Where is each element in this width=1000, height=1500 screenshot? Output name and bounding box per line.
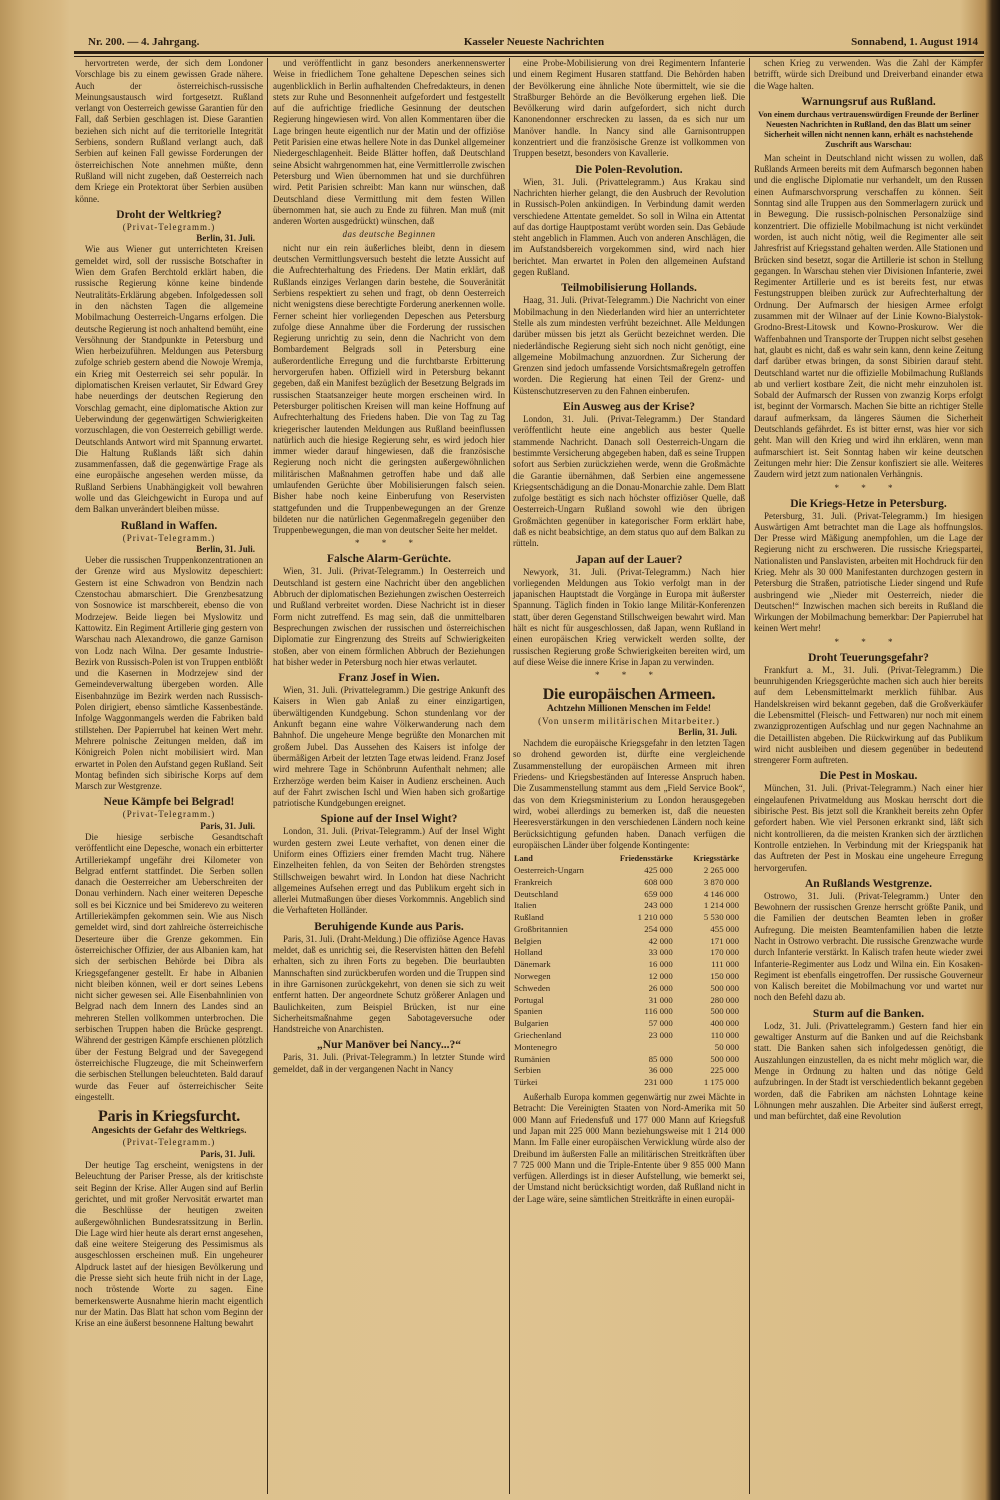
article-headline: Neue Kämpfe bei Belgrad!	[103, 796, 235, 809]
table-row	[513, 877, 745, 889]
paragraph: Außerhalb Europa kommen gegenwärtig nur zwei Mächte in Betracht: Die Vereinigten Staaten von Nord-Amerika mit 50 000 Mann auf Friedensfuß und 177 000 Mann auf Kriegsfuß und Japan mit 225 000 Mann beziehungsweise mit 1 214 000 Mann. Im Falle einer europäischen Verwicklung würde also der Dreibund im äußersten Falle an militärischen Streitkräften über 7 725 000 Mann und die Triple-Entente über 9 855 000 Mann verfügen. Allerdings ist in dieser Aufstellung, wie bemerkt sei, der Umstand nicht berücksichtigt worden, daß Rußland nicht in der Lage wäre, seine sämtlichen Streitkräfte in einen europäi-	[513, 1092, 745, 1204]
section-separator: * * *	[834, 636, 903, 647]
newspaper-title: Kasseler Neueste Nachrichten	[463, 36, 605, 48]
header-rule	[74, 51, 984, 54]
country: Griechenland	[514, 1030, 562, 1041]
article-headline: An Rußlands Westgrenze.	[804, 877, 933, 890]
peace-strength: 425 000	[644, 864, 673, 875]
peace-strength: 42 000	[648, 935, 673, 946]
peace-strength: 1 210 000	[637, 912, 673, 923]
article-headline: Japan auf der Lauer?	[575, 553, 683, 566]
table-row	[513, 1042, 745, 1054]
table-header-row	[513, 853, 745, 865]
section-separator: * * *	[355, 538, 423, 549]
paragraph: Wien, 31. Juli. (Privat-Telegramm.) In Oesterreich und Deutschland ist gestern eine Nachricht über den angeblichen Abbruch der diplomatischen Beziehungen zwischen Oesterreich und Rußland verbreitet worden. Diese Nachricht ist in dieser Form nicht zutreffend. Es mag sein, daß die unmittelbaren Besprechungen zwischen der russischen und österreichischen Diplomatie zur Eingrenzung des Streits auf Schwierigkeiten stoßen, aber von einem förmlichen Abbruch der Beziehungen hat bisher weder in Petersburg noch hier etwas verlautet.	[273, 566, 505, 667]
paragraph: Der heutige Tag erscheint, wenigstens in der Beleuchtung der Pariser Presse, als der kritischste seit Beginn der Krise. Aller Augen sind auf Berlin gerichtet, und mit großer Nervosität erwartet man die Beschlüsse der heutigen zweiten außergewöhnlichen Bundesratssitzung in Berlin. Die Lage wird hier heute als derart ernst angesehen, daß eine weitere Steigerung des Pessimismus als ausgeschlossen erscheinen muß. Ein ungeheurer Alpdruck lastet auf der hiesigen Bevölkerung und die Presse sieht sich heute früh nicht in der Lage, noch tröstende Worte zu sagen. Eine bemerkenswerte Ausnahme hierin macht eigentlich nur der Matin. Das Blatt hat schon vom Beginn der Krise an eine äußerst besonnene Haltung bewahrt	[75, 1160, 263, 1329]
country: Montenegro	[514, 1041, 557, 1052]
war-strength: 5 530 000	[703, 912, 739, 923]
article-headline: „Nur Manöver bei Nancy...?“	[317, 1039, 461, 1052]
telegram-source: (Privat-Telegramm.)	[122, 532, 216, 543]
peace-strength: 12 000	[648, 971, 673, 982]
country: Norwegen	[514, 971, 551, 982]
column-header: Land	[514, 854, 533, 864]
subheadline: Angesichts der Gefahr des Weltkriegs.	[91, 1126, 247, 1137]
article-headline: Spione auf der Insel Wight?	[320, 813, 458, 826]
country: Italien	[514, 900, 537, 911]
war-strength: 500 000	[710, 1053, 739, 1064]
article-headline: Ein Ausweg aus der Krise?	[562, 401, 696, 414]
war-strength: 4 146 000	[703, 888, 739, 899]
peace-strength: 85 000	[648, 1053, 673, 1064]
dateline: Berlin, 31. Juli.	[678, 726, 737, 737]
telegram-source: (Privat-Telegramm.)	[122, 1137, 216, 1148]
paragraph: Die hiesige serbische Gesandtschaft veröffentlicht eine Depesche, wonach ein erbitterter Artilleriekampf ungefähr drei Kilometer von Belgrad entfernt stattfindet. Die Serben sollen danach die Oesterreicher am Ueberschreiten der Donau verhindern. Nach einer weiteren Depesche soll es bei Kicznice und bei Smiderevo zu weiteren Artilleriekämpfen gekommen sein. Wie aus Nisch gemeldet wird, sind dort zahlreiche österreichische Deserteure über die Grenze gekommen. Ein österreichischer Offizier, der aus Albanien kam, hat sich der serbischen Behörde bei Dibra als Kriegsgefangener gestellt. Er habe in Albanien nicht bleiben können, weil er dort seines Lebens nicht sicher gewesen sei. Alle Eisenbahnlinien von Belgrad nach dem Innern des Landes sind an mehreren Stellen vollkommen unterbrochen. Die serbischen Truppen haben die Brücke gesprengt. Während der gestrigen Kämpfe erschienen plötzlich über der Festung Belgrad und der Savegegend österreichische Flugzeuge, die mit Scheinwerfern die serbischen Stellungen beleuchteten. Bald darauf wurde das Feuer auf österreichischer Seite eingestellt.	[75, 832, 263, 1102]
paragraph: eine Probe-Mobilisierung von drei Regimentern Infanterie und einem Regiment Husaren stattfand. Die Behörden haben der Bevölkerung eine ähnliche Note übermittelt, wie sie die Straßburger Behörde an die Bevölkerung ergehen ließ. Die Bevölkerung wird darin aufgefordert, sich nicht durch Kanonendonner erschrecken zu lassen, da es sich nur um Manöver handle. In Nancy sind alle Garnisontruppen konzentriert und die französische Grenze ist vollkommen von Truppen besetzt, besonders von Kavallerie.	[513, 58, 745, 159]
section-separator: * * *	[595, 670, 663, 681]
paragraph: Newyork, 31. Juli. (Privat-Telegramm.) Nach hier vorliegenden Meldungen aus Tokio verfolgt man in der japanischen Hauptstadt die Vorgänge in Europa mit äußerster Spannung. Täglich finden in Tokio lange Militär-Konferenzen statt, über deren Gegenstand Stillschweigen bewahrt wird. Man hält es nicht für ausgeschlossen, daß Japan, wenn Rußland in einen europäischen Krieg verwickelt werden sollte, der russischen Regierung große Schwierigkeiten bereiten wird, um auf diese Weise die innere Krise in Japan zu verwinden.	[513, 566, 745, 667]
table-row	[513, 865, 745, 877]
issue-number: Nr. 200. — 4. Jahrgang.	[88, 36, 200, 48]
column-header: Kriegsstärke	[693, 854, 739, 864]
peace-strength: 231 000	[644, 1077, 673, 1088]
telegram-source: (Von unserm militärischen Mitarbeiter.)	[538, 715, 720, 726]
country: Deutschland	[514, 888, 558, 899]
article-headline: Droht Teuerungsgefahr?	[808, 651, 929, 664]
war-strength: 500 000	[710, 1006, 739, 1017]
country: Schweden	[514, 982, 551, 993]
army-strength-table	[513, 853, 745, 1089]
table-row	[513, 912, 745, 924]
article-headline: Falsche Alarm-Gerüchte.	[327, 553, 451, 566]
major-headline: Paris in Kriegsfurcht.	[98, 1108, 240, 1126]
paragraph: Ostrowo, 31. Juli. (Privat-Telegramm.) Unter den Bewohnern der russischen Grenze herrscht größte Panik, und die Familien der deutschen Beamten leben in großer Aufregung. Die meisten Beamtenfamilien haben die letzte Nacht in Ostrowo verbracht. Die russische Grenzwache wurde durch Infanterie verstärkt. In Kalisch trafen heute wieder zwei Infanterie-Regimenter aus Lodz und Wilna ein. Ein Kosaken-Regiment ist ebenfalls eingetroffen. Der russische Gouverneur von Kalisch bereitet die Mobilmachung vor und wartet nur noch den Befehl dazu ab.	[754, 890, 983, 1003]
country: Oesterreich-Ungarn	[514, 864, 584, 875]
article-headline: Rußland in Waffen.	[120, 519, 218, 532]
article-headline: Beruhigende Kunde aus Paris.	[314, 920, 464, 933]
major-headline: Die europäischen Armeen.	[542, 686, 716, 704]
peace-strength	[603, 1042, 678, 1054]
country: Bulgarien	[514, 1018, 549, 1029]
war-strength: 111 000	[711, 959, 739, 970]
peace-strength: 243 000	[644, 900, 673, 911]
dateline: Paris, 31. Juli.	[200, 1148, 255, 1159]
table-row	[513, 995, 745, 1007]
war-strength: 110 000	[710, 1030, 739, 1041]
country: Dänemark	[514, 959, 551, 970]
peace-strength: 254 000	[644, 923, 673, 934]
paragraph: Wien, 31. Juli. (Privattelegramm.) Aus Krakau sind Nachrichten hierher gelangt, die den Ausbruch der Revolution in Russisch-Polen ankündigen. In Verbindung damit werden verschiedene Attentate gemeldet. So soll in Wilna ein Attentat auf das dortige Hauptpostamt verübt worden sein. Das Gebäude steht angeblich in Flammen. Auch von anderen Anschlägen, die im Aufstandsbereich vorgekommen sind, wird nach hier berichtet. Man erwartet in Polen den allgemeinen Aufstand gegen Rußland.	[513, 176, 745, 278]
article-headline: Teilmobilisierung Hollands.	[561, 282, 697, 295]
war-strength: 225 000	[710, 1065, 739, 1076]
peace-strength: 116 000	[644, 1006, 673, 1017]
table-row	[513, 1030, 745, 1042]
article-headline: Sturm auf die Banken.	[812, 1007, 925, 1020]
section-separator: * * *	[834, 482, 903, 493]
column-header: Friedensstärke	[619, 854, 673, 864]
dateline: Berlin, 31. Juli.	[196, 233, 255, 244]
country: Rumänien	[514, 1053, 551, 1064]
table-row	[513, 889, 745, 901]
war-strength: 170 000	[710, 947, 739, 958]
table-row	[513, 1065, 745, 1077]
column-divider	[267, 58, 268, 1494]
paragraph: Paris, 31. Juli. (Privat-Telegramm.) In letzter Stunde wird gemeldet, daß in der vergangenen Nacht in Nancy	[273, 1052, 505, 1074]
column-divider	[509, 58, 510, 1494]
article-headline: Warnungsruf aus Rußland.	[801, 95, 936, 108]
peace-strength: 23 000	[648, 1030, 673, 1041]
war-strength: 400 000	[710, 1018, 739, 1029]
country: Rußland	[514, 912, 544, 923]
emphasized-phrase: das deutsche Beginnen	[342, 229, 436, 240]
paragraph: Wien, 31. Juli. (Privattelegramm.) Die gestrige Ankunft des Kaisers in Wien gab Anlaß zu einer einzigartigen, überwältigenden Kundgebung. Schon stundenlang vor der Ankunft begann eine wahre Völkerwanderung nach dem Bahnhof. Die ungeheure Menge begrüßte den Monarchen mit großem Jubel. Das Aussehen des Kaisers ist infolge der übermäßigen Arbeit der letzten Tage etwas leidend. Franz Josef wird mehrere Tage in Schönbrunn Aufenthalt nehmen; alle Erzherzöge werden beim Kaiser in Audienz erscheinen. Auch auf der Fahrt zwischen Ischl und Wien haben sich großartige patriotische Kundgebungen ereignet.	[273, 685, 505, 809]
column-1	[75, 58, 263, 1329]
country: Großbritannien	[514, 923, 568, 934]
country: Portugal	[514, 994, 544, 1005]
dateline: Berlin, 31. Juli.	[196, 543, 255, 554]
column-3	[513, 58, 745, 1205]
paragraph: Nachdem die europäische Kriegsgefahr in den letzten Tagen so drohend geworden ist, dürfte eine vergleichende Zusammenstellung der europäischen Armeen mit ihren Friedens- und Kriegsbeständen auf Interesse Anspruch haben. Die Zusammenstellung stammt aus dem „Field Service Book“, das von dem Kriegsministerium zu London herausgegeben wird, wobei allerdings zu bemerken ist, daß die neuesten Heeresverstärkungen in den verschiedenen Ländern noch keine Berücksichtigung gefunden haben. Danach verfügen die europäischen Länder über folgende Kontingente:	[513, 738, 745, 850]
paragraph: Man scheint in Deutschland nicht wissen zu wollen, daß Rußlands Armeen bereits mit dem Aufmarsch begonnen haben und die englische Diplomatie nur verhandelt, um den Russen einen Aufmarschvorsprung verschaffen zu können. Seit Sonntag sind alle Truppen aus den Sommerlagern zurück und in Bewegung. Die russisch-polnischen Personalzüge sind konzentriert. Die offizielle Mobilmachung ist nicht verkündet worden, ist auch nicht nötig, weil die Regimenter alle seit Jahresfrist auf Kriegsstand gehalten werden. Alle Stationen und Brücken sind besetzt, sogar die Artillerie ist schon in Stellung gegangen. In Warschau stehen vier Divisionen Infanterie, zwei Regimenter Artillerie und es ist bereits fest, nur etwas Festungstruppen bleiben zurück zur Aufrechterhaltung der Ordnung. Der Aufmarsch der hiesigen Armee erfolgt zusammen mit der Wilnaer auf der Linie Kowno-Bialystok-Grodno-Brest-Litowsk und Kowno-Proskurow. Wer die Waffenbahnen und Transporte der Truppen nicht selbst gesehen hat, glaubt es nicht, daß es wahr sein kann, denn keine Zeitung darf darüber etwas bringen, da sonst Sibirien darauf steht. Deutschland wartet nur die offizielle Mobilmachung Rußlands ab und verliert kostbare Zeit, die nicht mehr einzuholen ist. Sobald der Aufmarsch der Russen von zwanzig Korps erfolgt ist, beginnt der Vormarsch. Machen Sie bitte an richtiger Stelle darauf aufmerksam, da längeres Säumen die Sicherheit Deutschlands gefährdet. Es ist bitter ernst, was hier vor sich geht. Man will den Krieg und wird ihn erklären, wenn man aufmarschiert ist. Seit Sonntag haben wir keine deutschen Zeitungen mehr hier: Die Zensur konfisziert sie alle. Weiteres Zaudern wird jetzt zum nationalen Verhängnis.	[754, 152, 983, 480]
telegram-source: (Privat-Telegramm.)	[122, 221, 216, 232]
paragraph: Frankfurt a. M., 31. Juli. (Privat-Telegramm.) Die beunruhigenden Kriegsgerüchte machen sich auch hier bereits auf dem Lebensmittelmarkt merklich fühlbar. Aus Handelskreisen wird bekannt gegeben, daß die Großverkäufer die Lebensmittel (Fleisch- und Fettwaren) nur noch mit einem zwanzigprozentigen Aufschlag und nur gegen Nachnahme an die Detaillisten abgeben. Die Rückwirkung auf das Publikum wird nicht ausbleiben und diesem gegenüber in bedeutend strengerer Form auftreten.	[754, 664, 983, 766]
paragraph: Lodz, 31. Juli. (Privattelegramm.) Gestern fand hier ein gewaltiger Ansturm auf die Banken und auf die Reichsbank statt. Die Banken sahen sich infolgedessen genötigt, die Auszahlungen einzustellen, da es nicht mehr möglich war, die Menge in Ordnung zu halten und das nötige Geld aufzubringen. In der Stadt ist verschiedentlich bekannt gegeben worden, daß die Fabriken am nächsten Lohntage keine Löhnungen mehr auszahlen. Die Arbeiter sind äußerst erregt, und man befürchtet, daß eine Revolution	[754, 1020, 983, 1122]
table-row	[513, 1077, 745, 1089]
country: Serbien	[514, 1065, 541, 1076]
table-row	[513, 1054, 745, 1066]
column-4	[754, 58, 983, 1122]
table-row	[513, 936, 745, 948]
country: Belgien	[514, 935, 542, 946]
page-header	[86, 36, 982, 50]
article-headline: Franz Josef in Wien.	[338, 672, 440, 685]
peace-strength: 31 000	[648, 994, 673, 1005]
column-divider	[749, 58, 750, 1494]
war-strength: 150 000	[710, 971, 739, 982]
country: Holland	[514, 947, 543, 958]
war-strength: 2 265 000	[703, 864, 739, 875]
peace-strength: 36 000	[648, 1065, 673, 1076]
paragraph: Wie aus Wiener gut unterrichteten Kreisen gemeldet wird, soll der russische Botschafter in Wien dem Grafen Berchtold erklärt haben, die russische Regierung könne keine bindende Neutralitäts-Erklärung abgeben. Infolgedessen soll in den nächsten Tagen die allgemeine Mobilmachung Oesterreich-Ungarns erfolgen. Die deutsche Regierung ist noch anhaltend bemüht, eine Versöhnung der Standpunkte in Petersburg und Wien herbeizuführen. Meldungen aus Petersburg zufolge schrieb gestern abend die Nowoje Wremja, ein Krieg mit Oesterreich sei sehr populär. In diplomatischen Kreisen verlautet, Sir Edward Grey habe neuerdings der deutschen Regierung den Vorschlag gemacht, eine diplomatische Aktion zur Ueberwindung der gegenwärtigen Schwierigkeiten vorzuschlagen, die von Oesterreich gebilligt werde. Deutschlands Antwort wird mit Spannung erwartet. Die Haltung Rußlands läßt sich dahin zusammenfassen, daß die gegenwärtige Frage als eine europäische angesehen werden müsse, da Rußland Serbiens Unabhängigkeit voll bewahren wolle und das Gleichgewicht in Europa und auf dem Balkan unverändert bleiben müsse.	[75, 244, 263, 515]
paragraph: München, 31. Juli. (Privat-Telegramm.) Nach einer hier eingelaufenen Privatmeldung aus Moskau herrscht dort die sibirische Pest. Bis jetzt soll die Krankheit bereits zehn Opfer gefordert haben. Wie viel Personen erkrankt sind, läßt sich nicht kontrollieren, da die meisten Kranken sich der ärztlichen Kontrolle entziehen. In Verbindung mit der Kriegspanik hat das Auftreten der Pest in Moskau eine ungeheure Erregung hervorgerufen.	[754, 783, 983, 873]
table-row	[513, 924, 745, 936]
war-strength: 171 000	[710, 935, 739, 946]
paragraph: Ueber die russischen Truppenkonzentrationen an der Grenze wird aus Myslowitz depeschiert: Gestern ist eine Schwadron von Bendzin nach Czenstochau abmarschiert. Die Grenzbesatzung von Sosnowice ist marschbereit, ebenso die von Modrzejew. Beide liegen bei Myslowitz und Kattowitz. Ein Regiment Artillerie ging gestern von Warschau nach Alexandrowo, die ganze Garnison von Lodz nach Wilna. Der gesamte Industrie-Bezirk von Russisch-Polen ist von Truppen entblößt und die Kasernen in Modrzejew sind der Gemeindeverwaltung übergeben worden. Alle Eisenbahnzüge im Bezirk werden nach Russisch-Polen dirigiert, ebenso sämtliche Kassenbestände. Infolge Waggonmangels werden die Fabriken bald stillstehen. Der Papierrubel hat keinen Wert mehr. Mehrere polnische Zeitungen melden, daß im Königreich Polen nicht mobilisiert wird. Man erwartet in Polen den Aufstand gegen Rußland. Seit Montag befinden sich sibirische Korps auf dem Marsch zur Westgrenze.	[75, 555, 264, 792]
war-strength: 280 000	[710, 994, 739, 1005]
war-strength: 1 175 000	[703, 1077, 739, 1088]
dateline: Paris, 31. Juli.	[200, 820, 255, 831]
paragraph: hervortreten werde, der sich dem Londoner Vorschlage bis zu einem gewissen Grade nähere. Auch der österreichisch-russische Meinungsaustausch wird fortgesetzt. Rußland verlangt von Oesterreich gewisse Garantien für den Fall, daß Serbien geschlagen ist. Diese Garantien beziehen sich nicht auf die territorielle Integrität Serbiens, sondern Rußland verlangt auch, daß Serbien auf keinen Fall gewisse Forderungen der österreichischen Note annehmen müßte, denn Rußland will nicht zugeben, daß Oesterreich nach dem Kriege ein Protektorat über Serbien ausüben könne.	[75, 58, 263, 204]
paragraph: Paris, 31. Juli. (Draht-Meldung.) Die offiziöse Agence Havas meldet, daß es unrichtig sei, die Reservisten hätten den Befehl erhalten, sich zu ihren Forts zu begeben. Die beurlaubten Mannschaften sind zurückberufen worden und die Truppen sind in ihre Garnisonen zurückgekehrt, von denen sie sich zu weit entfernt hatten. Der angeordnete Schutz größerer Anlagen und Baulichkeiten, zum Beispiel Brücken, ist nur eine Sicherheitsmaßnahme gegen Sabotageversuche oder Handstreiche von Anarchisten.	[273, 933, 505, 1035]
column-2	[273, 58, 505, 1075]
paragraph: London, 31. Juli. (Privat-Telegramm.) Auf der Insel Wight wurden gestern zwei Leute verhaftet, von denen einer die Uniform eines Offiziers einer fremden Macht trug. Nähere Einzelheiten fehlen, da von Seiten der Behörden strengstes Stillschweigen bewahrt wird. In London hat diese Nachricht allgemeines Aufsehen erregt und das Publikum ergeht sich in allerlei Mutmaßungen über dieses Vorkommnis. Angeblich sind die Verhafteten Holländer.	[273, 826, 505, 916]
article-headline: Die Pest in Moskau.	[819, 770, 918, 783]
paragraph: und veröffentlicht in ganz besonders anerkennenswerter Weise in friedlichem Tone gehaltene Depeschen seines sich augenblicklich in Berlin aufhaltenden Chefredakteurs, in denen stets zur Ruhe und Besonnenheit aufgefordert und festgestellt auf die aufrichtige friedliche Gesinnung der deutschen Regierung hingewiesen wird. Von allen Kommentaren über die Lage bringen heute eigentlich nur der Matin und der offiziöse Petit Parisien eine etwas hellere Note in das Dunkel allgemeiner Niedergeschlagenheit. Beide Blätter hoffen, daß Deutschland seine Absicht wahrgenommen hat, eine Vermittlerrolle zwischen Petersburg und Wien übernommen hat und sie durchführen wird. Petit Parisien schreibt: Man kann nur wünschen, daß Deutschland diese Vermittlung mit dem festen Willen übernommen hat, sie auch zu Ende zu führen. Man muß (mit anderen Worten ausgedrückt) wünschen, daß	[273, 58, 505, 227]
peace-strength: 659 000	[644, 888, 673, 899]
war-strength: 1 214 000	[703, 900, 739, 911]
paragraph: schen Krieg zu verwenden. Was die Zahl der Kämpfer betrifft, würde sich Dreibund und Dreiverband einander etwa die Wage halten.	[754, 58, 983, 91]
editor-notice: Von einem durchaus vertrauenswürdigen Freunde der Berliner Neuesten Nachrichten in Rußland, den das Blatt um seiner Sicherheit willen nicht nennen kann, erhält es nachstehende Zuschrift aus Warschau:	[758, 109, 979, 149]
table-row	[513, 1006, 745, 1018]
war-strength: 3 870 000	[703, 876, 739, 887]
table-row	[513, 947, 745, 959]
paragraph: London, 31. Juli. (Privat-Telegramm.) Der Standard veröffentlicht heute eine angeblich aus bester Quelle stammende Nachricht. Danach soll Oesterreich-Ungarn die bestimmte Versicherung abgegeben haben, daß es seine Truppen sofort aus Serbien zurückziehen werde, wenn die Großmächte die Garantie übernähmen, daß Serbien eine angemessene Kriegsentschädigung an die Donau-Monarchie zahle. Dem Blatt zufolge bestätigt es sich nach höchster offiziöser Quelle, daß Oesterreich-Ungarn Rußland sowohl wie den übrigen Großmächten gegenüber in kategorischer Form erklärt habe, daß es nicht beabsichtige, an dem status quo auf dem Balkan zu rütteln.	[513, 414, 745, 549]
war-strength: 455 000	[710, 923, 739, 934]
article-headline: Die Kriegs-Hetze in Petersburg.	[790, 497, 947, 510]
article-headline: Die Polen-Revolution.	[575, 163, 683, 176]
paragraph: Petersburg, 31. Juli. (Privat-Telegramm.) Im hiesigen Auswärtigen Amt betrachtet man die Lage als hoffnungslos. Der Presse wird Mäßigung anempfohlen, um die Lage der Regierung nicht zu erschweren. Die russische Kriegspartei, Nationalisten und Panslavisten, arbeiten mit Hochdruck für den Krieg. Mehr als 30 000 Manifestanten durchzogen gestern in Petersburg die Straßen, patriotische Lieder singend und Rufe ausbringend wie „Nieder mit Oesterreich, nieder die Deutschen!“ Inzwischen machen sich bereits in Rußland die Wirkungen der Mobilmachung bemerkbar: Der Papierrubel hat keinen Wert mehr!	[754, 510, 983, 634]
peace-strength: 26 000	[648, 982, 673, 993]
table-row	[513, 900, 745, 912]
table-row	[513, 959, 745, 971]
table-row	[513, 971, 745, 983]
country: Türkei	[514, 1077, 538, 1088]
subheadline: Achtzehn Millionen Menschen im Felde!	[546, 704, 712, 715]
telegram-source: (Privat-Telegramm.)	[122, 809, 216, 820]
peace-strength: 16 000	[648, 959, 673, 970]
table-row	[513, 1018, 745, 1030]
country: Spanien	[514, 1006, 543, 1017]
peace-strength: 33 000	[648, 947, 673, 958]
article-headline: Droht der Weltkrieg?	[116, 208, 222, 221]
peace-strength: 57 000	[648, 1018, 673, 1029]
war-strength: 500 000	[710, 982, 739, 993]
peace-strength: 608 000	[644, 876, 673, 887]
country: Frankreich	[514, 876, 553, 887]
paragraph: Haag, 31. Juli. (Privat-Telegramm.) Die Nachricht von einer Mobilmachung in den Niederlanden wird hier an unterrichteter Stelle als zum mindesten verfrüht bezeichnet. Alle Meldungen darüber müssen bis jetzt als Gerücht bezeichnet werden. Die niederländische Regierung sieht sich noch nicht genötigt, eine allgemeine Mobilmachung anzuordnen. Zur Sicherung der Grenzen sind jedoch umfassende Vorsichtsmaßregeln getroffen worden. Die Regierung hat einen Teil der Grenz- und Küstenschutzreserven zu den Fahnen einberufen.	[513, 295, 745, 396]
war-strength: 50 000	[714, 1041, 739, 1052]
table-row	[513, 983, 745, 995]
paragraph: nicht nur ein rein äußerliches bleibt, denn in diesem deutschen Vermittlungsversuch besteht die letzte Aussicht auf die Aufrechterhaltung des Friedens. Der Matin erklärt, daß Rußlands einziges Verlangen darin bestehe, die Souveränität Serbiens respektiert zu sehen und fragt, ob denn Oesterreich nicht wenigstens diese berechtigte Forderung anerkennen wolle. Ferner scheint hier vorliegenden Depeschen aus Petersburg zufolge diese Annahme über die Forderung der russischen Regierung unrichtig zu sein, denn die Nachricht von dem Bombardement Belgrads soll in Petersburg eine außerordentliche Erregung und die furchtbarste Erbitterung hervorgerufen haben. Offiziell wird in Petersburg bekannt gegeben, daß ein Manifest bezüglich der Besetzung Belgrads im russischen Staatsanzeiger heute morgen erscheinen wird. In Petersburger politischen Kreisen will man keine Hoffnung auf Aufrechterhaltung des Friedens haben. Die von Tag zu Tag kriegerischer lautenden Meldungen aus Rußland beeinflussen natürlich auch die hiesige Regierung sehr, es wird jedoch hier immer wieder darauf hingewiesen, daß die französische Regierung noch nicht die geringsten außergewöhnlichen militärischen Maßnahmen getroffen habe und daß alle umlaufenden Gerüchte über Mobilisierungen falsch seien. Bisher habe noch keine Einberufung von Reservisten stattgefunden und die Truppenbewegungen an der Grenze bildeten nur die natürlichen Gegenmaßregeln gegenüber den Truppenbewegungen, die man von deutscher Seite her meldet.	[273, 242, 505, 536]
issue-date: Sonnabend, 1. August 1914	[851, 36, 978, 48]
